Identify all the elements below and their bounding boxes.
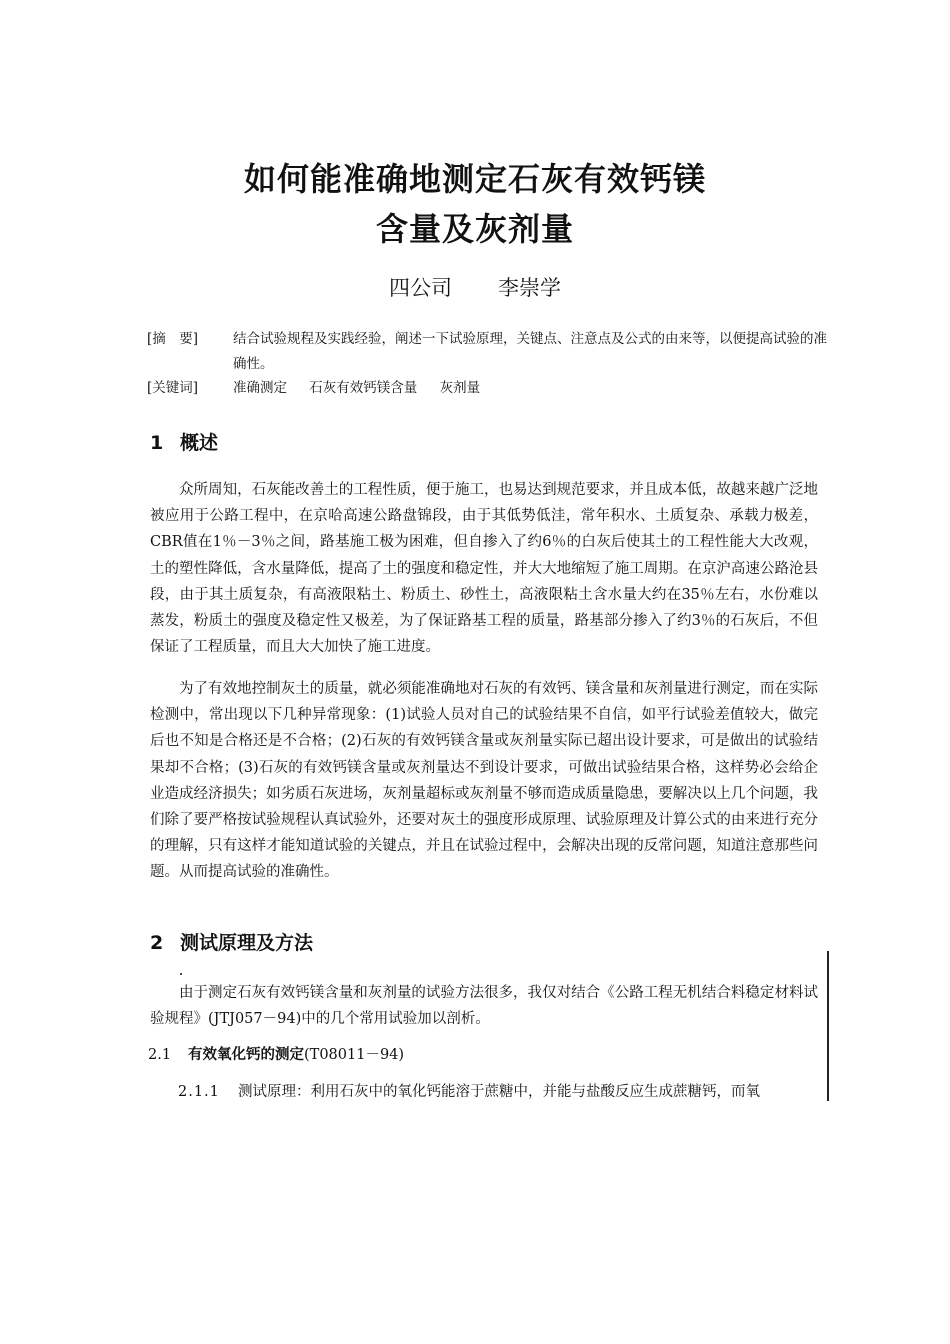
subsubsection-text: 测试原理：利用石灰中的氧化钙能溶于蔗糖中，并能与盐酸反应生成蔗糖钙，而氧 (238, 1084, 760, 1100)
keywords-label: [关键词] (147, 380, 199, 396)
subsection-code: (T08011－94) (304, 1047, 405, 1063)
paper-title-line-1: 如何能准确地测定石灰有效钙镁 (243, 160, 706, 198)
subsection-number: 2.1 (148, 1047, 172, 1063)
scan-speck (180, 973, 182, 975)
body-paragraph: 由于测定石灰有效钙镁含量和灰剂量的试验方法很多，我仅对结合《公路工程无机结合料稳定材料试验规程》(JTJ057－94)中的几个常用试验加以剖析。 (150, 985, 818, 1028)
abstract-block (147, 327, 827, 377)
keywords-block (147, 376, 827, 401)
abstract-text: 结合试验规程及实践经验，阐述一下试验原理，关键点、注意点及公式的由来等，以便提高试验的准确性。 (233, 331, 827, 372)
section-2-heading (150, 928, 313, 955)
author-line (0, 272, 950, 302)
author-organization: 四公司 (389, 276, 452, 300)
body-paragraph: 为了有效地控制灰土的质量，就必须能准确地对石灰的有效钙、镁含量和灰剂量进行测定，而在实际检测中，常出现以下几种异常现象：(1)试验人员对自己的试验结果不自信，如平行试验差值较大，做完后也不知是合格还是不合格；(2)石灰的有效钙镁含量或灰剂量实际已超出设计要求，可是做出的试验结果却不合格；(3)石灰的有效钙镁含量或灰剂量达不到设计要求，可做出试验结果合格，这样势必会给企业造成经济损失；如劣质石灰进场，灰剂量超标或灰剂量不够而造成质量隐患，要解决以上几个问题，我们除了要严格按试验规程认真试验外，还要对灰土的强度形成原理、试验原理及计算公式的由来进行充分的理解，只有这样才能知道试验的关键点，并且在试验过程中，会解决出现的反常问题，知道注意那些问题。从而提高试验的准确性。 (150, 681, 818, 881)
section-1-heading (150, 428, 218, 455)
scan-margin-line (827, 951, 829, 1101)
keyword-item: 灰剂量 (439, 380, 481, 396)
keyword-item: 石灰有效钙镁含量 (309, 380, 418, 396)
section-title: 概述 (180, 432, 219, 454)
subsubsection-line (178, 1080, 828, 1101)
author-name: 李崇学 (498, 276, 561, 300)
keyword-item: 准确测定 (233, 380, 287, 396)
subsection-heading (148, 1043, 404, 1064)
section-number: 2 (150, 932, 164, 954)
section-number: 1 (150, 432, 164, 454)
subsubsection-number: 2.1.1 (178, 1084, 220, 1100)
subsection-title: 有效氧化钙的测定 (188, 1047, 304, 1063)
abstract-label: [摘 要] (147, 331, 199, 347)
paper-title-line-2: 含量及灰剂量 (375, 210, 574, 248)
section-title: 测试原理及方法 (180, 932, 314, 954)
body-paragraph: 众所周知，石灰能改善土的工程性质，便于施工，也易达到规范要求，并且成本低，故越来越广泛地被应用于公路工程中，在京哈高速公路盘锦段，由于其低势低洼，常年积水、土质复杂、承载力极差，CBR值在1％－3％之间，路基施工极为困难，但自掺入了约6％的白灰后使其土的工程性能大大改观，土的塑性降低，含水量降低，提高了土的强度和稳定性，并大大地缩短了施工周期。在京沪高速公路沧县段，由于其土质复杂，有高液限粘土、粉质土、砂性土，高液限粘土含水量大约在35％左右，水份难以蒸发，粉质土的强度及稳定性又极差，为了保证路基工程的质量，路基部分掺入了约3％的石灰后，不但保证了工程质量，而且大大加快了施工进度。 (150, 482, 818, 656)
